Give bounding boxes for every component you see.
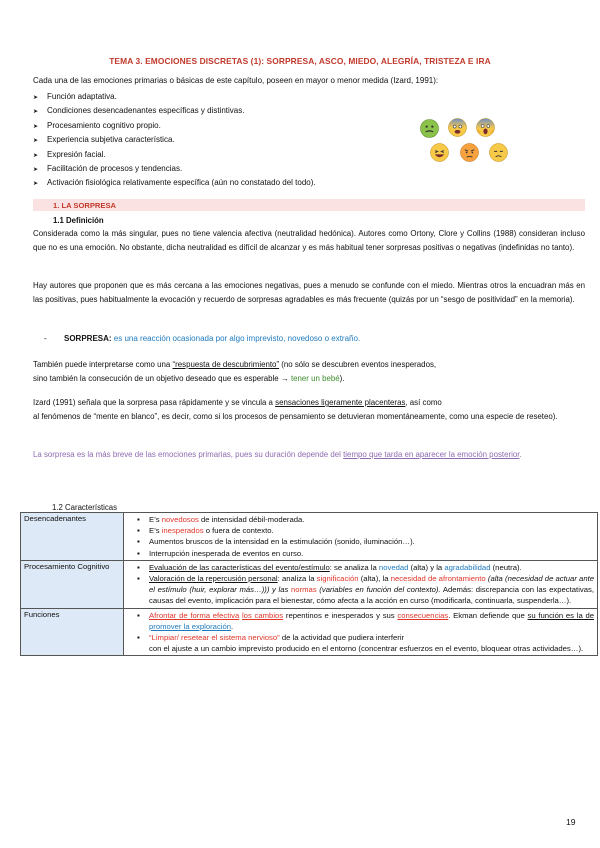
- arrow-bullet-icon: ➤: [33, 181, 39, 188]
- list-item: ➤ Función adaptativa.: [33, 90, 316, 104]
- table-cell: [124, 608, 598, 656]
- intro-text: Cada una de las emociones primarias o básicas de este capítulo, poseen en mayor o menor medida (Izard, 1991):: [33, 76, 439, 85]
- list-item: ▪ Evaluación de las características del evento/estímulo: se analiza la novedad (alta) y la agradabilidad (neutra).: [149, 562, 594, 573]
- paragraph: Hay autores que proponen que es más cercana a las emociones negativas, pues a menudo se confunde con el miedo. Mientras otros la encuadran más en las positivas, pues habitualmente la evocación y recuerdo de sorpresas agradables es más frecuente (quizás por un “sesgo de positividad” en la memoria).: [33, 281, 585, 304]
- list-item: ➤ Facilitación de procesos y tendencias.: [33, 162, 316, 176]
- list-item: ➤ Procesamiento cognitivo propio.: [33, 119, 316, 133]
- paragraph: También puede interpretarse como una “respuesta de descubrimiento” (no sólo se descubren eventos inesperados, sino también la consecución de un objetivo deseado que es esperable → tener un bebé).: [33, 360, 437, 383]
- angry-face-icon: [460, 143, 479, 162]
- list-item: ▪ Valoración de la repercusión personal: analiza la significación (alta), la necesidad de afrontamiento (alta (necesidad de actuar ante el estímulo (huir, explorar más…))) y las normas (variables en función del contexto). Además: discrepancia con las expectativas, causas del evento, implicación para el bienestar, cómo afecta a la acción en curso (modificarla, continuarla, suspenderla…).: [149, 573, 594, 607]
- list-item: ➤ Experiencia subjetiva característica.: [33, 133, 316, 147]
- feature-list: [33, 90, 316, 191]
- list-item: con el ajuste a un cambio imprevisto producido en el entorno (concentrar esfuerzos en el evento, bloquear otras actividades…).: [149, 644, 584, 654]
- page-number: 19: [566, 817, 576, 827]
- table-row: [21, 513, 598, 561]
- list-item: ➤ Expresión facial.: [33, 148, 316, 162]
- screaming-face-icon: [476, 118, 495, 137]
- row-header: Funciones: [21, 608, 124, 656]
- arrow-bullet-icon: ➤: [33, 166, 39, 173]
- table-cell: [124, 560, 598, 608]
- list-item: ➤ Activación fisiológica relativamente específica (aún no constatado del todo).: [33, 176, 316, 190]
- list-item: ➤ Condiciones desencadenantes específicas y distintivas.: [33, 104, 316, 118]
- highlight-paragraph: La sorpresa es la más breve de las emociones primarias, pues su duración depende del tiempo que tarda en aparecer la emoción posterior.: [33, 450, 522, 459]
- subsection-title: 1.2 Características: [52, 503, 117, 512]
- row-header: Procesamiento Cognitivo: [21, 560, 124, 608]
- sad-face-icon: [489, 143, 508, 162]
- arrow-bullet-icon: ➤: [33, 152, 39, 159]
- subsection-title: 1.1 Definición: [53, 216, 104, 225]
- document-title: TEMA 3. EMOCIONES DISCRETAS (1): SORPRESA, ASCO, MIEDO, ALEGRÍA, TRISTEZA E IRA: [109, 56, 491, 66]
- arrow-bullet-icon: ➤: [33, 123, 39, 130]
- list-item: ▪ Interrupción inesperada de eventos en curso.: [149, 548, 594, 559]
- table-cell: [124, 513, 598, 561]
- table-row: [21, 560, 598, 608]
- section-title: 1. LA SORPRESA: [53, 201, 117, 210]
- row-header: Desencadenantes: [21, 513, 124, 561]
- fearful-face-icon: [448, 118, 467, 137]
- characteristics-table: [20, 512, 598, 656]
- definition-line: - SORPRESA: es una reacción ocasionada por algo imprevisto, novedoso o extraño.: [44, 334, 361, 343]
- sick-face-icon: [420, 119, 439, 138]
- list-item: ▪ Aumentos bruscos de la intensidad en la estimulación (sonido, iluminación…).: [149, 536, 594, 547]
- arrow-bullet-icon: ➤: [33, 95, 39, 101]
- list-item: ▪ Afrontar de forma efectiva los cambios repentinos e inesperados y sus consecuencias. Ekman defiende que su función es la de promover la exploración.: [149, 610, 594, 632]
- paragraph: Izard (1991) señala que la sorpresa pasa rápidamente y se vincula a sensaciones ligeramente placenteras, así como al fenómenos de “mente en blanco”, es decir, como si los procesos de pensamiento se detuvieran momentáneamente, como una especie de reseteo).: [33, 398, 558, 421]
- arrow-bullet-icon: ➤: [33, 109, 39, 116]
- arrow-bullet-icon: ➤: [33, 138, 39, 145]
- list-item: ▪ E’s novedosos de intensidad débil-moderada.: [149, 514, 594, 525]
- table-row: [21, 608, 598, 656]
- list-item: ▪ E’s inesperados o fuera de contexto.: [149, 525, 594, 536]
- list-item: ▪ “Limpiar/ resetear el sistema nervioso” de la actividad que pudiera interferir: [149, 632, 594, 643]
- laughing-face-icon: [430, 143, 449, 162]
- paragraph: Considerada como la más singular, pues no tiene valencia afectiva (neutralidad hedónica). Autores como Ortony, Clore y Collins (1988) consideran incluso que no es una emoción. No obstante, dicha neutralidad es difícil de alcanzar y es más habitual tener sorpresas positivas o negativas (indefinidas no tanto).: [33, 229, 585, 252]
